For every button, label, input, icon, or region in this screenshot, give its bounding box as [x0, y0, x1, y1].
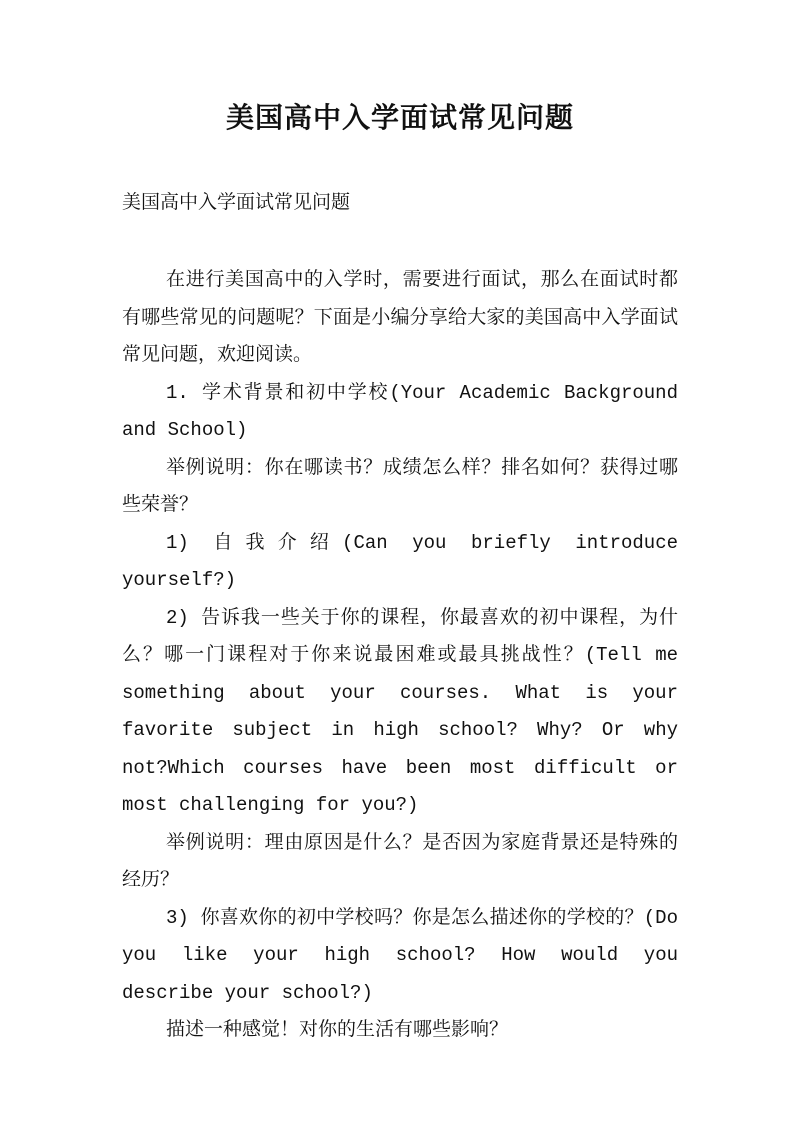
paragraph-intro: 在进行美国高中的入学时，需要进行面试，那么在面试时都有哪些常见的问题呢？下面是小编分享给大家的美国高中入学面试常见问题，欢迎阅读。 — [122, 269, 678, 366]
paragraph-question-2: 2) 告诉我一些关于你的课程，你最喜欢的初中课程，为什么？哪一门课程对于你来说最困难或最具挑战性？(Tell me something about your courses. What is your favorite subject in high school? Why? Or why not?Which courses have been most difficult or most challenging for you?) — [122, 606, 678, 816]
paragraph-example-3: 描述一种感觉！对你的生活有哪些影响？ — [166, 1019, 509, 1041]
document-body — [122, 262, 678, 1050]
document-subtitle: 美国高中入学面试常见问题 — [122, 191, 351, 213]
paragraph-question-1: 1) 自我介绍(Can you briefly introduce yourself?) — [122, 531, 678, 591]
paragraph-example-1: 举例说明：你在哪读书？成绩怎么样？排名如何？获得过哪些荣誉？ — [122, 456, 678, 516]
document-title: 美国高中入学面试常见问题 — [225, 101, 574, 134]
paragraph-example-2: 举例说明：理由原因是什么？是否因为家庭背景还是特殊的经历？ — [122, 831, 678, 891]
paragraph-question-3: 3) 你喜欢你的初中学校吗？你是怎么描述你的学校的？(Do you like your high school? How would you describe your school?) — [122, 906, 678, 1004]
paragraph-section-1: 1. 学术背景和初中学校(Your Academic Background and School) — [122, 381, 678, 441]
